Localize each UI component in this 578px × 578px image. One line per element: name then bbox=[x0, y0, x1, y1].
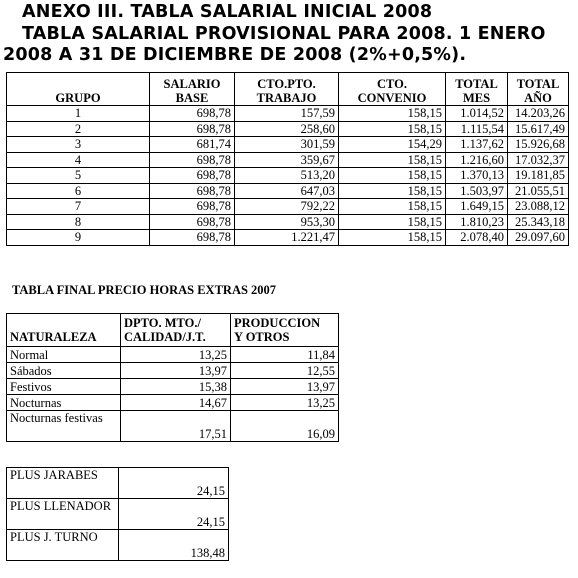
col-header-total-anio: TOTAL AÑO bbox=[508, 73, 569, 106]
plus-label-cell: PLUS J. TURNO bbox=[7, 530, 119, 561]
col-header-dpto-mto-calidad: DPTO. MTO./ CALIDAD/J.T. bbox=[121, 314, 231, 347]
col-header-grupo: GRUPO bbox=[7, 73, 150, 106]
table-row bbox=[7, 106, 569, 122]
cto-convenio-cell: 158,15 bbox=[339, 121, 446, 137]
cto-convenio-cell: 154,29 bbox=[339, 137, 446, 153]
total-anio-cell: 17.032,37 bbox=[508, 152, 569, 168]
total-mes-cell: 1.649,15 bbox=[446, 199, 508, 215]
table-row bbox=[7, 363, 339, 379]
total-mes-cell: 2.078,40 bbox=[446, 230, 508, 246]
table-row bbox=[7, 137, 569, 153]
grupo-cell: 5 bbox=[7, 168, 150, 184]
table-row bbox=[7, 183, 569, 199]
grupo-cell: 1 bbox=[7, 106, 150, 122]
table-row bbox=[7, 379, 339, 395]
grupo-cell: 9 bbox=[7, 230, 150, 246]
col-header-total-mes: TOTAL MES bbox=[446, 73, 508, 106]
naturaleza-cell: Festivos bbox=[7, 379, 121, 395]
cto-convenio-cell: 158,15 bbox=[339, 183, 446, 199]
cto-trabajo-cell: 157,59 bbox=[235, 106, 339, 122]
naturaleza-cell: Normal bbox=[7, 347, 121, 363]
produccion-cell: 13,25 bbox=[231, 395, 339, 411]
total-mes-cell: 1.137,62 bbox=[446, 137, 508, 153]
grupo-cell: 7 bbox=[7, 199, 150, 215]
grupo-cell: 4 bbox=[7, 152, 150, 168]
salario-base-cell: 698,78 bbox=[150, 199, 235, 215]
overtime-table bbox=[6, 313, 339, 442]
salario-base-cell: 698,78 bbox=[150, 168, 235, 184]
grupo-cell: 6 bbox=[7, 183, 150, 199]
plus-label-cell: PLUS JARABES bbox=[7, 468, 119, 499]
cto-trabajo-cell: 513,20 bbox=[235, 168, 339, 184]
total-mes-cell: 1.115,54 bbox=[446, 121, 508, 137]
plus-value-cell: 24,15 bbox=[119, 499, 229, 530]
dpto-cell: 17,51 bbox=[121, 411, 231, 442]
grupo-cell: 8 bbox=[7, 214, 150, 230]
salario-base-cell: 698,78 bbox=[150, 230, 235, 246]
salario-base-cell: 698,78 bbox=[150, 152, 235, 168]
dpto-cell: 13,25 bbox=[121, 347, 231, 363]
table-row bbox=[7, 530, 229, 561]
cto-convenio-cell: 158,15 bbox=[339, 199, 446, 215]
salario-base-cell: 681,74 bbox=[150, 137, 235, 153]
grupo-cell: 2 bbox=[7, 121, 150, 137]
dpto-cell: 14,67 bbox=[121, 395, 231, 411]
table-row bbox=[7, 214, 569, 230]
table-row bbox=[7, 199, 569, 215]
total-mes-cell: 1.216,60 bbox=[446, 152, 508, 168]
total-mes-cell: 1.014,52 bbox=[446, 106, 508, 122]
total-mes-cell: 1.810,23 bbox=[446, 214, 508, 230]
produccion-cell: 16,09 bbox=[231, 411, 339, 442]
produccion-cell: 13,97 bbox=[231, 379, 339, 395]
plus-value-cell: 138,48 bbox=[119, 530, 229, 561]
table-title-line-1: TABLA SALARIAL PROVISIONAL PARA 2008. 1 ENERO bbox=[22, 24, 546, 44]
cto-trabajo-cell: 792,22 bbox=[235, 199, 339, 215]
naturaleza-cell: Sábados bbox=[7, 363, 121, 379]
produccion-cell: 12,55 bbox=[231, 363, 339, 379]
total-anio-cell: 19.181,85 bbox=[508, 168, 569, 184]
total-mes-cell: 1.370,13 bbox=[446, 168, 508, 184]
table-row bbox=[7, 468, 229, 499]
table-row bbox=[7, 499, 229, 530]
cto-trabajo-cell: 953,30 bbox=[235, 214, 339, 230]
cto-convenio-cell: 158,15 bbox=[339, 106, 446, 122]
cto-convenio-cell: 158,15 bbox=[339, 152, 446, 168]
table-row bbox=[7, 411, 339, 442]
col-header-salario-base: SALARIO BASE bbox=[150, 73, 235, 106]
cto-trabajo-cell: 647,03 bbox=[235, 183, 339, 199]
cto-trabajo-cell: 258,60 bbox=[235, 121, 339, 137]
total-anio-cell: 21.055,51 bbox=[508, 183, 569, 199]
cto-convenio-cell: 158,15 bbox=[339, 230, 446, 246]
total-anio-cell: 15.617,49 bbox=[508, 121, 569, 137]
cto-convenio-cell: 158,15 bbox=[339, 214, 446, 230]
plus-table bbox=[6, 467, 229, 561]
table-row bbox=[7, 347, 339, 363]
plus-value-cell: 24,15 bbox=[119, 468, 229, 499]
dpto-cell: 15,38 bbox=[121, 379, 231, 395]
salario-base-cell: 698,78 bbox=[150, 214, 235, 230]
salary-table bbox=[6, 72, 569, 246]
total-anio-cell: 15.926,68 bbox=[508, 137, 569, 153]
naturaleza-cell: Nocturnas bbox=[7, 395, 121, 411]
produccion-cell: 11,84 bbox=[231, 347, 339, 363]
overtime-table-title: TABLA FINAL PRECIO HORAS EXTRAS 2007 bbox=[12, 283, 277, 297]
overtime-table-header bbox=[7, 314, 339, 347]
plus-label-cell: PLUS LLENADOR bbox=[7, 499, 119, 530]
annex-title: ANEXO III. TABLA SALARIAL INICIAL 2008 bbox=[22, 2, 433, 22]
table-row bbox=[7, 230, 569, 246]
col-header-naturaleza: NATURALEZA bbox=[7, 314, 121, 347]
table-row bbox=[7, 395, 339, 411]
naturaleza-cell: Nocturnas festivas bbox=[7, 411, 121, 442]
cto-trabajo-cell: 1.221,47 bbox=[235, 230, 339, 246]
total-anio-cell: 23.088,12 bbox=[508, 199, 569, 215]
grupo-cell: 3 bbox=[7, 137, 150, 153]
salario-base-cell: 698,78 bbox=[150, 183, 235, 199]
total-anio-cell: 25.343,18 bbox=[508, 214, 569, 230]
cto-trabajo-cell: 301,59 bbox=[235, 137, 339, 153]
total-anio-cell: 14.203,26 bbox=[508, 106, 569, 122]
table-row bbox=[7, 121, 569, 137]
col-header-cto-pto-trabajo: CTO.PTO. TRABAJO bbox=[235, 73, 339, 106]
total-anio-cell: 29.097,60 bbox=[508, 230, 569, 246]
salary-table-header bbox=[7, 73, 569, 106]
table-row bbox=[7, 168, 569, 184]
table-title-line-2: 2008 A 31 DE DICIEMBRE DE 2008 (2%+0,5%). bbox=[3, 45, 467, 65]
total-mes-cell: 1.503,97 bbox=[446, 183, 508, 199]
dpto-cell: 13,97 bbox=[121, 363, 231, 379]
col-header-produccion: PRODUCCION Y OTROS bbox=[231, 314, 339, 347]
col-header-cto-convenio: CTO. CONVENIO bbox=[339, 73, 446, 106]
cto-convenio-cell: 158,15 bbox=[339, 168, 446, 184]
salario-base-cell: 698,78 bbox=[150, 106, 235, 122]
table-row bbox=[7, 152, 569, 168]
salario-base-cell: 698,78 bbox=[150, 121, 235, 137]
cto-trabajo-cell: 359,67 bbox=[235, 152, 339, 168]
